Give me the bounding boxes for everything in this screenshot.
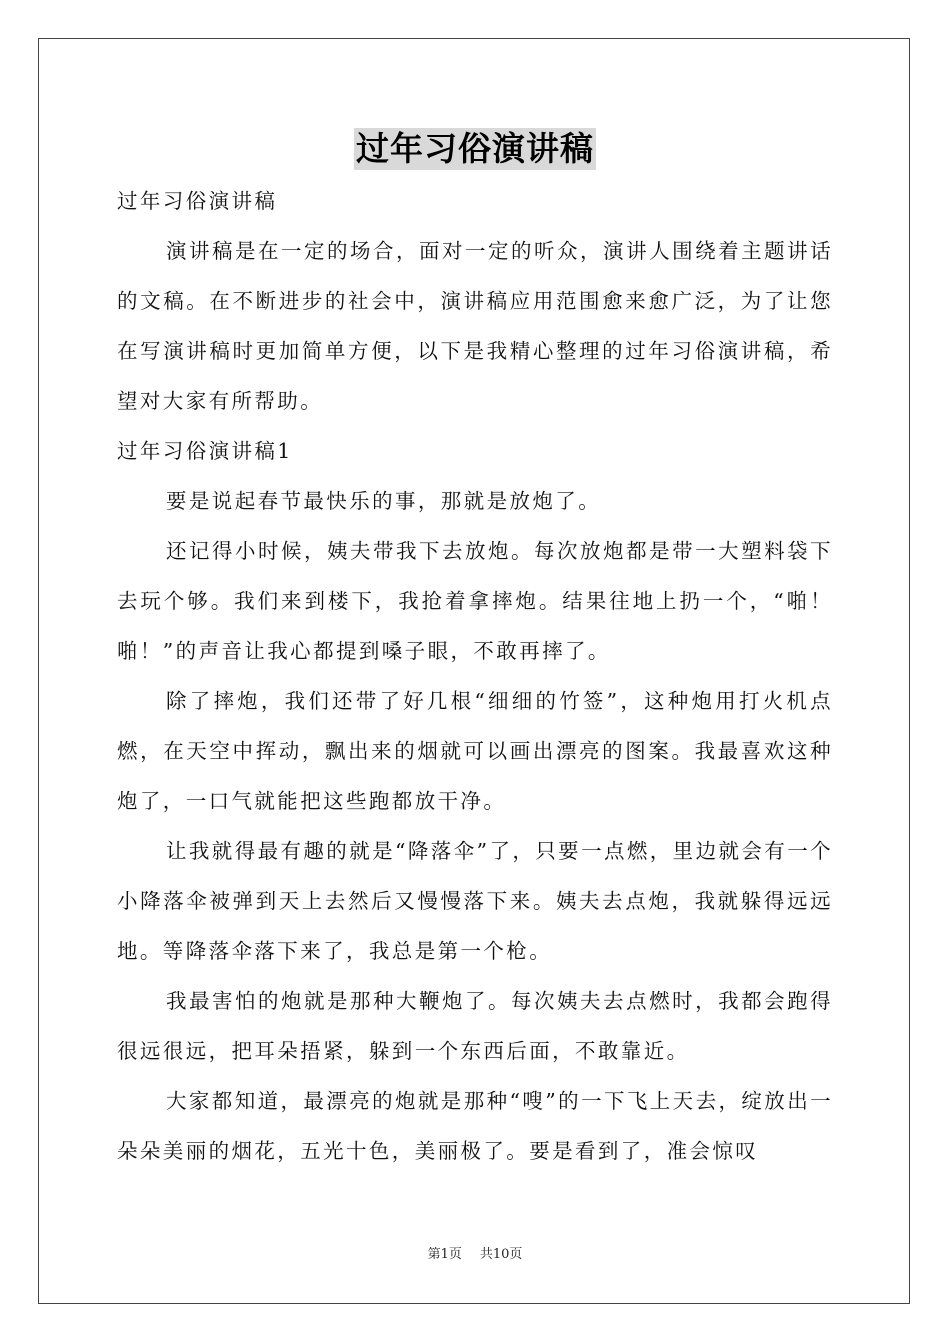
section-heading: 过年习俗演讲稿 <box>117 189 278 213</box>
paragraph: 大家都知道，最漂亮的炮就是那种“嗖”的一下飞上天去，绽放出一朵朵美丽的烟花，五光十色，美丽极了。要是看到了，准会惊叹 <box>117 1089 833 1163</box>
paragraph: 要是说起春节最快乐的事，那就是放炮了。 <box>166 489 602 513</box>
title-container <box>0 128 950 170</box>
paragraph: 还记得小时候，姨夫带我下去放炮。每次放炮都是带一大塑料袋下去玩个够。我们来到楼下，我抢着拿摔炮。结果往地上扔一个，“啪！啪！”的声音让我心都提到嗓子眼，不敢再摔了。 <box>117 539 833 663</box>
paragraph: 我最害怕的炮就是那种大鞭炮了。每次姨夫去点燃时，我都会跑得很远很远，把耳朵捂紧，躲到一个东西后面，不敢靠近。 <box>117 989 833 1063</box>
document-title: 过年习俗演讲稿 <box>356 129 594 168</box>
paragraph: 除了摔炮，我们还带了好几根“细细的竹签”，这种炮用打火机点燃，在天空中挥动，飘出来的烟就可以画出漂亮的图案。我最喜欢这种炮了，一口气就能把这些跑都放干净。 <box>117 689 833 813</box>
paragraph: 让我就得最有趣的就是“降落伞”了，只要一点燃，里边就会有一个小降落伞被弹到天上去然后又慢慢落下来。姨夫去点炮，我就躲得远远地。等降落伞落下来了，我总是第一个枪。 <box>117 839 833 963</box>
page-footer <box>0 1243 950 1262</box>
paragraph: 演讲稿是在一定的场合，面对一定的听众，演讲人围绕着主题讲话的文稿。在不断进步的社会中，演讲稿应用范围愈来愈广泛，为了让您在写演讲稿时更加简单方便，以下是我精心整理的过年习俗演讲稿，希望对大家有所帮助。 <box>117 239 833 413</box>
document-body <box>117 176 833 1176</box>
page-total: 共10页 <box>479 1247 523 1262</box>
page-number: 第1页 <box>427 1247 462 1262</box>
section-heading: 过年习俗演讲稿1 <box>117 439 293 463</box>
